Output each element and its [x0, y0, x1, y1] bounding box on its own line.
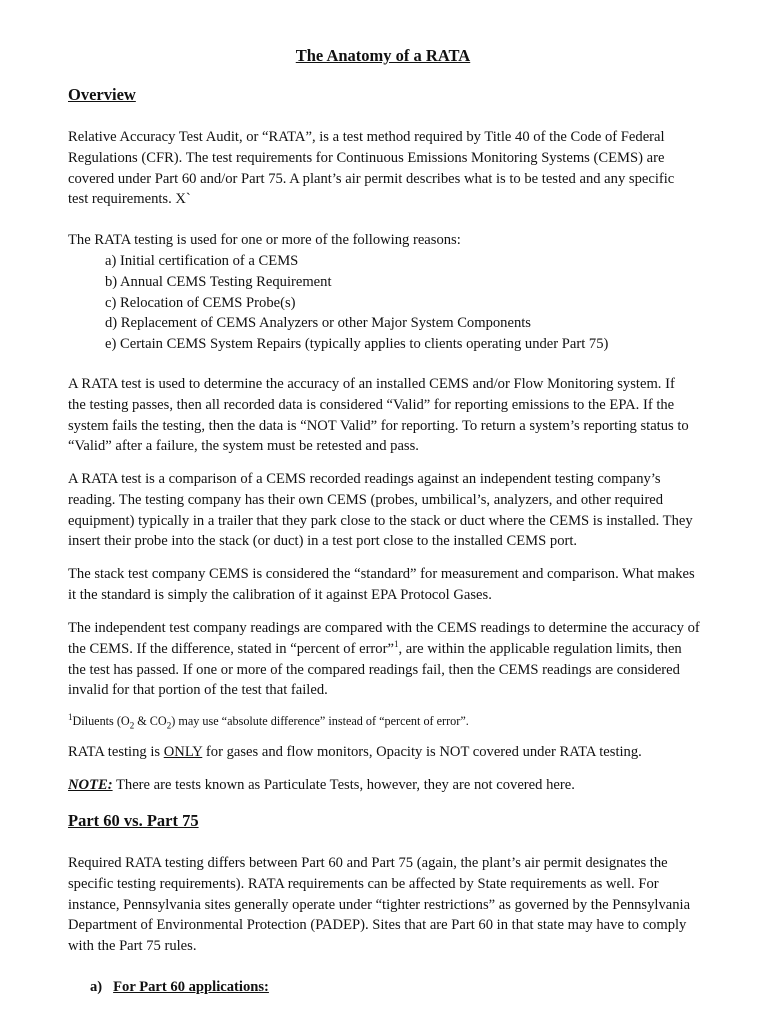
text-line: instance, Pennsylvania sites generally operate under “tighter restrictions” as governed by the Pennsylvania: [68, 896, 691, 913]
reasons-intro: [68, 230, 722, 251]
purpose-paragraph: [68, 374, 722, 457]
reasons-list: [105, 251, 608, 355]
footnote: [68, 711, 469, 732]
text-line: invalid for that portion of the test that failed.: [68, 682, 328, 699]
text-line: The stack test company CEMS is considered the “standard” for measurement and comparison. What makes: [68, 566, 695, 582]
list-item: c) Relocation of CEMS Probe(s): [105, 294, 296, 311]
text-segment: , are within the applicable regulation limits, then: [398, 640, 682, 657]
list-marker: a): [90, 979, 103, 995]
text-line: it the standard is simply the calibration of it against EPA Protocol Gases.: [68, 586, 492, 603]
part60-applications-heading: [90, 977, 269, 998]
document-title: The Anatomy of a RATA: [295, 46, 471, 65]
text-line: “Valid” after a failure, the system must be retested and pass.: [68, 438, 419, 455]
list-item: b) Annual CEMS Testing Requirement: [105, 273, 332, 290]
text-segment: ) may use “absolute difference” instead of “percent of error”.: [171, 714, 469, 728]
subscript: 2: [129, 720, 135, 731]
text-line: the testing passes, then all recorded data is considered “Valid” for reporting emissions to the EPA. If the: [68, 396, 675, 413]
text-line: system fails the testing, then the data is “NOT Valid” for reporting. To return a system’s reporting status to: [68, 417, 689, 434]
footnote-ref: 1: [393, 638, 399, 649]
list-item: e) Certain CEMS System Repairs (typically applies to clients operating under Part 75): [105, 336, 609, 353]
text-line: The RATA testing is used for one or more of the following reasons:: [68, 232, 461, 248]
text-line: The independent test company readings are compared with the CEMS readings to determine the accuracy of: [68, 620, 700, 636]
note-text: There are tests known as Particulate Tests, however, they are not covered here.: [112, 777, 575, 793]
text-line: equipment) typically in a trailer that they park close to the stack or duct where the CEMS is installed. They: [68, 512, 693, 529]
note-label: NOTE:: [68, 777, 113, 793]
text-line: Regulations (CFR). The test requirements for Continuous Emissions Monitoring Systems (CEMS) are: [68, 149, 665, 166]
list-item: d) Replacement of CEMS Analyzers or other Major System Components: [105, 315, 531, 332]
standard-paragraph: [68, 564, 722, 606]
part60-vs-75-paragraph: [68, 853, 722, 957]
part60-vs-75-heading: Part 60 vs. Part 75: [68, 811, 199, 830]
note-line: [68, 775, 722, 796]
subscript: 2: [166, 720, 172, 731]
subheading-text: For Part 60 applications:: [113, 979, 269, 995]
text-segment: Diluents (O: [72, 714, 130, 728]
text-line: Required RATA testing differs between Part 60 and Part 75 (again, the plant’s air permit designates the: [68, 855, 668, 871]
text-line: [68, 639, 722, 660]
text-line: the test has passed. If one or more of the compared readings fail, then the CEMS readings are considered: [68, 661, 680, 678]
text-segment: RATA testing is: [68, 744, 164, 760]
only-line: [68, 742, 722, 763]
intro-paragraph: [68, 127, 722, 210]
text-segment: & CO: [134, 714, 167, 728]
comparison-paragraph: [68, 469, 722, 552]
emphasis-only: ONLY: [163, 744, 203, 760]
text-line: A RATA test is used to determine the accuracy of an installed CEMS and/or Flow Monitoring system. If: [68, 376, 675, 392]
footnote-mark: 1: [68, 711, 73, 722]
text-line: test requirements. X`: [68, 191, 191, 208]
text-line: covered under Part 60 and/or Part 75. A plant’s air permit describes what is to be tested and any specific: [68, 170, 675, 187]
text-line: Relative Accuracy Test Audit, or “RATA”, is a test method required by Title 40 of the Code of Federal: [68, 129, 665, 145]
independent-paragraph: [68, 618, 722, 701]
text-line: [68, 742, 722, 763]
overview-heading: Overview: [68, 85, 136, 104]
text-line: with the Part 75 rules.: [68, 938, 197, 955]
text-line: A RATA test is a comparison of a CEMS recorded readings against an independent testing company’s: [68, 471, 661, 487]
text-line: insert their probe into the stack (or duct) in a test port close to the installed CEMS port.: [68, 533, 578, 550]
text-segment: the CEMS. If the difference, stated in “percent of error”: [68, 640, 394, 657]
text-line: [68, 775, 722, 796]
text-line: Department of Environmental Protection (PADEP). Sites that are Part 60 in that state may have to comply: [68, 917, 687, 934]
text-segment: for gases and flow monitors, Opacity is NOT covered under RATA testing.: [202, 744, 642, 760]
list-item: a) Initial certification of a CEMS: [105, 253, 299, 269]
text-line: reading. The testing company has their own CEMS (probes, umbilical’s, analyzers, and other required: [68, 491, 664, 508]
text-line: specific testing requirements). RATA requirements can be affected by State requirements as well. For: [68, 875, 659, 892]
